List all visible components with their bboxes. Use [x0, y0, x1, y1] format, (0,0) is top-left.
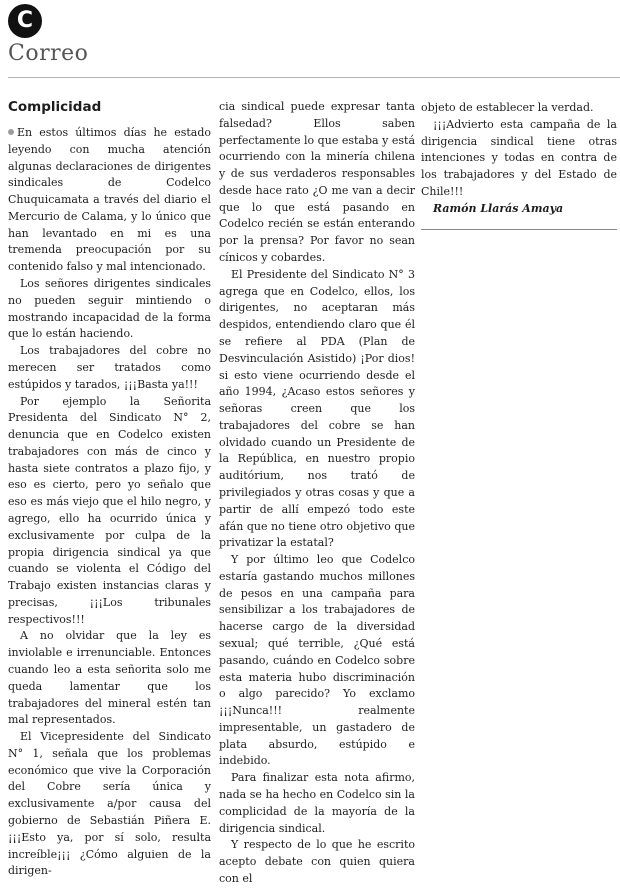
- paragraph: ¡¡¡Advierto esta campaña de la dirigencia sindical tiene otras intenciones y todas en contra de los trabajadores y del Estado de Chile!!!: [421, 117, 617, 198]
- column-2: [219, 99, 415, 888]
- paragraph: El Presidente del Sindicato N° 3 agrega que en Codelco, ellos, los dirigentes, no aceptaran más despidos, entendiendo claro que él se refiere al PDA (Plan de Desvinculación Asistido) ¡Por dios! si esto viene ocurriendo desde el año 1994, ¿Acaso estos señores y señoras creen que los trabajadores del cobre se han olvidado cuando un Presidente de la República, en nuestro propio auditórium, nos trató de privilegiados y otras cosas y que a partir de allí empezó todo este afán que no tiene otro objetivo que privatizar la estatal?: [219, 267, 415, 550]
- column-3: [421, 100, 617, 217]
- header-divider: [8, 77, 620, 78]
- paragraph: El Vicepresidente del Sindicato N° 1, señala que los problemas económico que vive la Corporación del Cobre sería única y exclusivamente a/por causa del gobierno de Sebastián Piñera E. ¡¡¡Esto ya, por sí solo, resulta increíble¡¡¡ ¿Cómo alguien de la dirigen-: [8, 730, 211, 878]
- paragraph: Y respecto de lo que he escrito acepto debate con quien quiera con el: [219, 838, 415, 885]
- paragraph: Para finalizar esta nota afirmo, nada se ha hecho en Codelco sin la complicidad de la mayoría de la dirigencia sindical.: [219, 771, 415, 835]
- paragraph: Por ejemplo la Señorita Presidenta del Sindicato N° 2, denuncia que en Codelco existen trabajadores con más de cinco y hasta siete contratos a plazo fijo, y eso es cierto, pero yo señalo que eso es más viejo que el hilo negro, y agrego, ello ha ocurrido única y exclusivamente por culpa de la propia dirigencia sindical ya que cuando se violenta el Código del Trabajo existen instancias claras y precisas, ¡¡¡Los tribunales respectivos!!!: [8, 394, 211, 626]
- bullet-icon: [8, 129, 14, 135]
- section-logo: C: [8, 4, 42, 38]
- signature-divider: [421, 229, 617, 230]
- paragraph: cia sindical puede expresar tanta falsedad? Ellos saben perfectamente lo que estaba y está ocurriendo con la minería chilena y de sus verdaderos responsables desde hace rato ¿O me van a decir que lo que está pasando en Codelco recién se están enterando por la prensa? Por favor no sean cínicos y cobardes.: [219, 100, 415, 265]
- paragraph: A no olvidar que la ley es inviolable e irrenunciable. Entonces cuando leo a esta señorita solo me queda lamentar que los trabajadores del mineral estén tan mal representados.: [8, 629, 211, 727]
- paragraph: En estos últimos días he estado leyendo con mucha atención algunas declaraciones de dirigentes sindicales de Codelco Chuquicamata a través del diario el Mercurio de Calama, y lo único que han levantado en mi es una tremenda preocupación por su contenido falso y mal intencionado.: [8, 126, 211, 274]
- paragraph: Los trabajadores del cobre no merecen ser tratados como estúpidos y tarados, ¡¡¡Basta ya!!!: [8, 344, 211, 391]
- letter-signature: Ramón Llarás Amaya: [433, 201, 564, 215]
- paragraph: Los señores dirigentes sindicales no pueden seguir mintiendo o mostrando incapacidad de la forma que lo están haciendo.: [8, 277, 211, 341]
- paragraph: objeto de establecer la verdad.: [421, 101, 594, 114]
- section-title: Correo: [8, 41, 89, 66]
- column-1: [8, 98, 211, 880]
- paragraph: Y por último leo que Codelco estaría gastando muchos millones de pesos en una campaña para sensibilizar a los trabajadores de hacerse cargo de la diversidad sexual; qué terrible, ¿Qué está pasando, cuándo en Codelco sobre esta materia hubo discriminación o algo parecido? Yo exclamo ¡¡¡Nunca!!! realmente impresentable, un gastadero de plata absurdo, estúpido e indebido.: [219, 553, 415, 768]
- letter-headline: Complicidad: [8, 99, 102, 115]
